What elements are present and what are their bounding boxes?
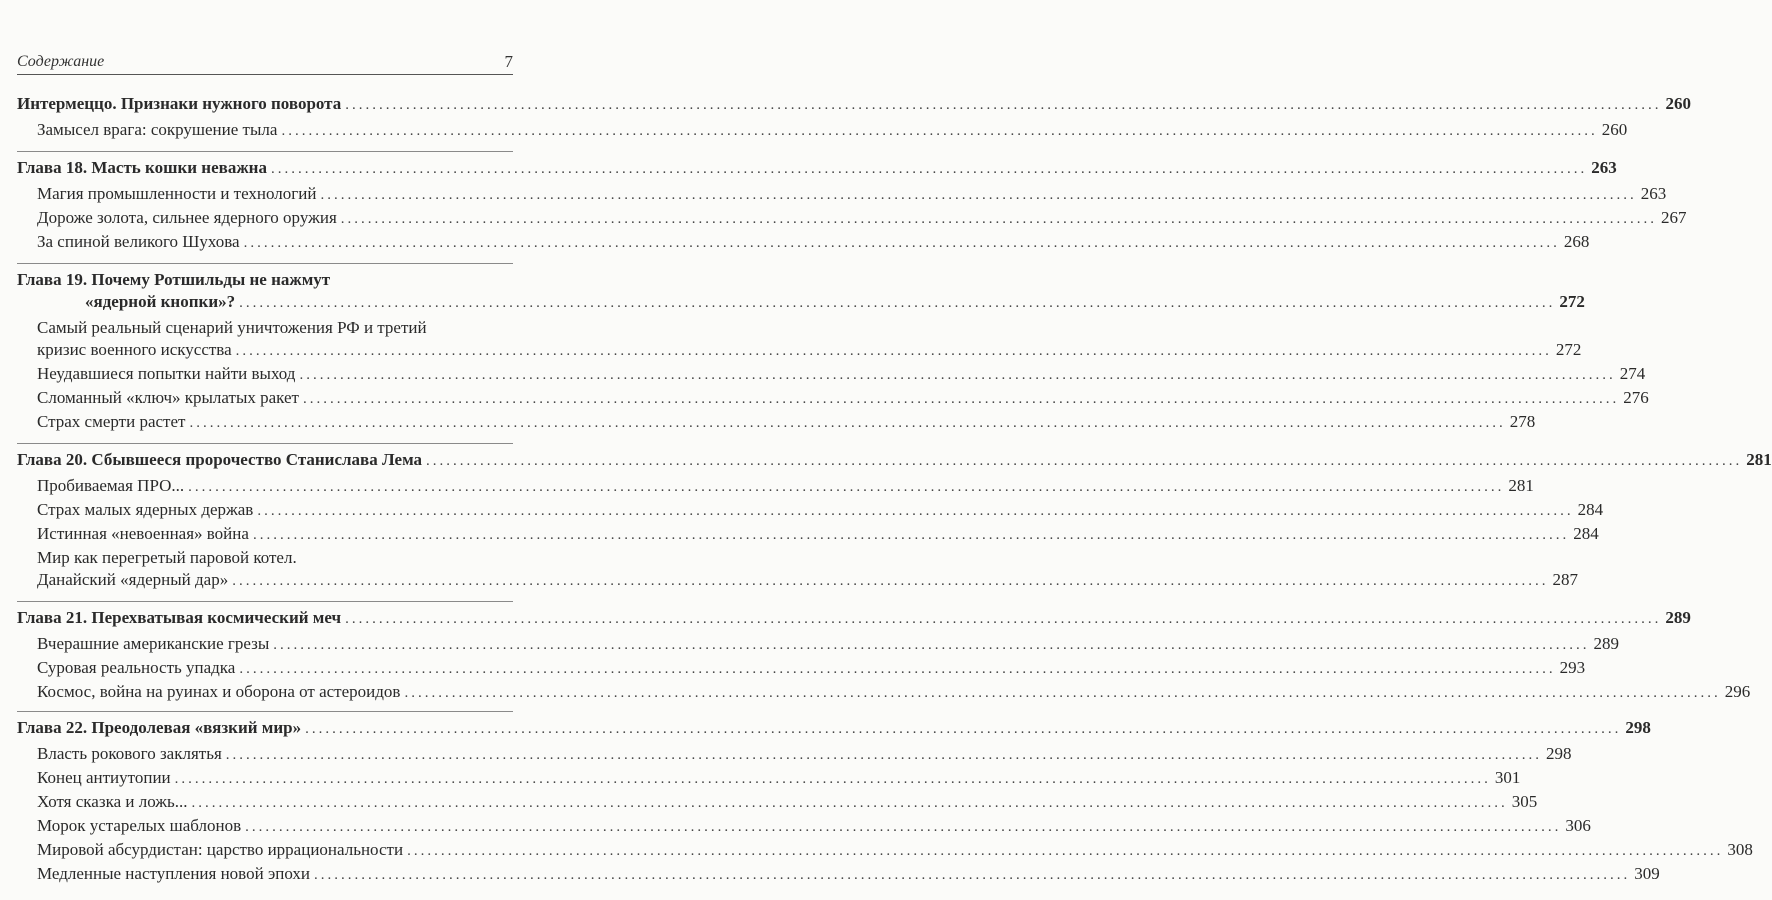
toc-section-entry [37, 766, 1521, 790]
toc-section-entry [37, 474, 1534, 498]
toc-section-entry [37, 568, 1578, 592]
toc-leader-dots: ................................................................................................................................................................................................... [245, 819, 1562, 835]
toc-leader-dots: ................................................................................................................................................................................................... [281, 123, 1598, 139]
toc-entry-title: Глава 22. Преодолевая «вязкий мир» [17, 718, 302, 737]
toc-chapter-entry [85, 290, 1585, 314]
toc-entry-title: Глава 20. Сбывшееся пророчество Станислава Лема [17, 450, 423, 469]
toc-section-entry [37, 632, 1620, 656]
toc-entry-title: Данайский «ядерный дар» [37, 570, 229, 589]
section-divider [17, 151, 513, 152]
toc-entry-title: Пробиваемая ПРО... [37, 476, 185, 495]
toc-chapter-entry [17, 606, 1691, 630]
toc-section-title: Самый реальный сценарий уничтожения РФ и третий [37, 318, 427, 337]
toc-entry-title: Космос, война на руинах и оборона от астероидов [37, 682, 401, 701]
toc-leader-dots: ................................................................................................................................................................................................... [257, 503, 1574, 519]
toc-entry-title: За спиной великого Шухова [37, 232, 240, 251]
toc-entry-page: 268 [1563, 232, 1590, 251]
toc-section-entry [37, 118, 1628, 142]
toc-entry-page: 289 [1665, 608, 1691, 627]
toc-entry-title: Страх малых ядерных держав [37, 500, 254, 519]
toc-leader-dots: ................................................................................................................................................................................................... [340, 211, 1658, 227]
toc-chapter-entry [17, 92, 1691, 116]
toc-section-entry [37, 742, 1572, 766]
toc-leader-dots: ................................................................................................................................................................................................... [270, 161, 1588, 177]
toc-leader-dots: ................................................................................................................................................................................................... [232, 573, 1549, 589]
toc-entry-page: 284 [1577, 500, 1604, 519]
page-number: 7 [504, 52, 513, 71]
toc-entry-page: 276 [1623, 388, 1649, 407]
toc-leader-dots: ................................................................................................................................................................................................... [191, 795, 1508, 811]
toc-entry-title: Морок устарелых шаблонов [37, 816, 242, 835]
section-divider [17, 601, 513, 602]
toc-entry-page: 263 [1640, 184, 1667, 203]
toc-section-title: Мир как перегретый паровой котел. [37, 548, 297, 567]
toc-section-entry [37, 182, 1667, 206]
toc-section-entry [37, 206, 1687, 230]
toc-section-entry [37, 862, 1660, 886]
toc-entry-title: кризис военного искусства [37, 340, 232, 359]
toc-leader-dots: ................................................................................................................................................................................................... [239, 295, 1556, 311]
toc-leader-dots: ................................................................................................................................................................................................... [314, 867, 1631, 883]
toc-leader-dots: ................................................................................................................................................................................................... [174, 771, 1491, 787]
toc-entry-page: 289 [1593, 634, 1620, 653]
toc-entry-title: «ядерной кнопки»? [85, 292, 236, 311]
toc-entry-page: 308 [1727, 840, 1753, 859]
toc-entry-page: 298 [1546, 744, 1572, 763]
toc-leader-dots: ................................................................................................................................................................................................... [345, 611, 1662, 627]
toc-entry-title: Конец антиутопии [37, 768, 171, 787]
toc-leader-dots: ................................................................................................................................................................................................... [239, 661, 1556, 677]
toc-section-entry [37, 522, 1599, 546]
section-divider [17, 711, 513, 712]
toc-entry-title: Медленные наступления новой эпохи [37, 864, 311, 883]
toc-entry-page: 298 [1625, 718, 1651, 737]
toc-section-entry [37, 338, 1582, 362]
toc-entry-page: 306 [1565, 816, 1591, 835]
toc-entry-page: 263 [1591, 158, 1617, 177]
toc-entry-page: 281 [1508, 476, 1534, 495]
toc-chapter-entry [17, 716, 1651, 740]
toc-leader-dots: ................................................................................................................................................................................................... [243, 235, 1560, 251]
toc-section-entry [37, 814, 1591, 838]
toc-leader-dots: ................................................................................................................................................................................................... [305, 721, 1622, 737]
toc-leader-dots: ................................................................................................................................................................................................... [407, 843, 1724, 859]
running-header-title: Содержание [17, 53, 105, 70]
toc-entry-page: 272 [1559, 292, 1585, 311]
toc-leader-dots: ................................................................................................................................................................................................... [404, 685, 1721, 701]
toc-entry-page: 267 [1661, 208, 1687, 227]
toc-entry-title: Замысел врага: сокрушение тыла [37, 120, 278, 139]
toc-entry-title: Неудавшиеся попытки найти выход [37, 364, 296, 383]
toc-entry-page: 260 [1601, 120, 1628, 139]
toc-entry-page: 293 [1559, 658, 1586, 677]
section-divider [17, 263, 513, 264]
toc-leader-dots: ................................................................................................................................................................................................... [188, 479, 1505, 495]
toc-section-entry [37, 386, 1649, 410]
toc-entry-title: Мировой абсурдистан: царство иррациональности [37, 840, 404, 859]
toc-entry-page: 278 [1509, 412, 1536, 431]
toc-leader-dots: ................................................................................................................................................................................................... [273, 637, 1590, 653]
toc-entry-title: Власть рокового заклятья [37, 744, 222, 763]
toc-section-entry [37, 230, 1590, 254]
toc-leader-dots: ................................................................................................................................................................................................... [345, 97, 1662, 113]
toc-section-entry [37, 362, 1646, 386]
toc-leader-dots: ................................................................................................................................................................................................... [189, 415, 1506, 431]
toc-entry-title: Глава 21. Перехватывая космический меч [17, 608, 342, 627]
section-divider [17, 443, 513, 444]
toc-leader-dots: ................................................................................................................................................................................................... [426, 453, 1743, 469]
toc-entry-title: Страх смерти растет [37, 412, 186, 431]
toc-entry-title: Сломанный «ключ» крылатых ракет [37, 388, 299, 407]
toc-entry-title: Истинная «невоенная» война [37, 524, 249, 543]
toc-entry-page: 281 [1746, 450, 1772, 469]
toc-entry-page: 287 [1552, 570, 1578, 589]
toc-section-entry [37, 498, 1604, 522]
toc-chapter-entry [17, 448, 1772, 472]
toc-chapter-entry [17, 156, 1617, 180]
toc-entry-page: 301 [1494, 768, 1521, 787]
toc-entry-title: Магия промышленности и технологий [37, 184, 317, 203]
toc-leader-dots: ................................................................................................................................................................................................... [225, 747, 1543, 763]
toc-entry-page: 309 [1634, 864, 1660, 883]
toc-entry-page: 260 [1665, 94, 1691, 113]
toc-section-entry [37, 838, 1753, 862]
toc-entry-page: 305 [1511, 792, 1538, 811]
toc-entry-page: 284 [1573, 524, 1599, 543]
toc-leader-dots: ................................................................................................................................................................................................... [320, 187, 1637, 203]
toc-section-entry [37, 656, 1586, 680]
toc-entry-page: 274 [1619, 364, 1646, 383]
toc-entry-title: Глава 18. Масть кошки неважна [17, 158, 267, 177]
toc-section-entry [37, 410, 1536, 434]
toc-leader-dots: ................................................................................................................................................................................................... [235, 343, 1552, 359]
toc-section-entry [37, 790, 1538, 814]
toc-entry-title: Суровая реальность упадка [37, 658, 236, 677]
toc-entry-page: 296 [1724, 682, 1751, 701]
toc-section-entry [37, 680, 1751, 704]
toc-entry-title: Хотя сказка и ложь... [37, 792, 188, 811]
toc-leader-dots: ................................................................................................................................................................................................... [252, 527, 1570, 543]
toc-leader-dots: ................................................................................................................................................................................................... [299, 367, 1616, 383]
running-header [17, 52, 513, 75]
toc-entry-page: 272 [1555, 340, 1582, 359]
toc-chapter-title: Глава 19. Почему Ротшильды не нажмут [17, 270, 331, 289]
toc-entry-title: Вчерашние американские грезы [37, 634, 270, 653]
toc-leader-dots: ................................................................................................................................................................................................... [302, 391, 1620, 407]
toc-entry-title: Интермеццо. Признаки нужного поворота [17, 94, 342, 113]
toc-entry-title: Дороже золота, сильнее ядерного оружия [37, 208, 337, 227]
